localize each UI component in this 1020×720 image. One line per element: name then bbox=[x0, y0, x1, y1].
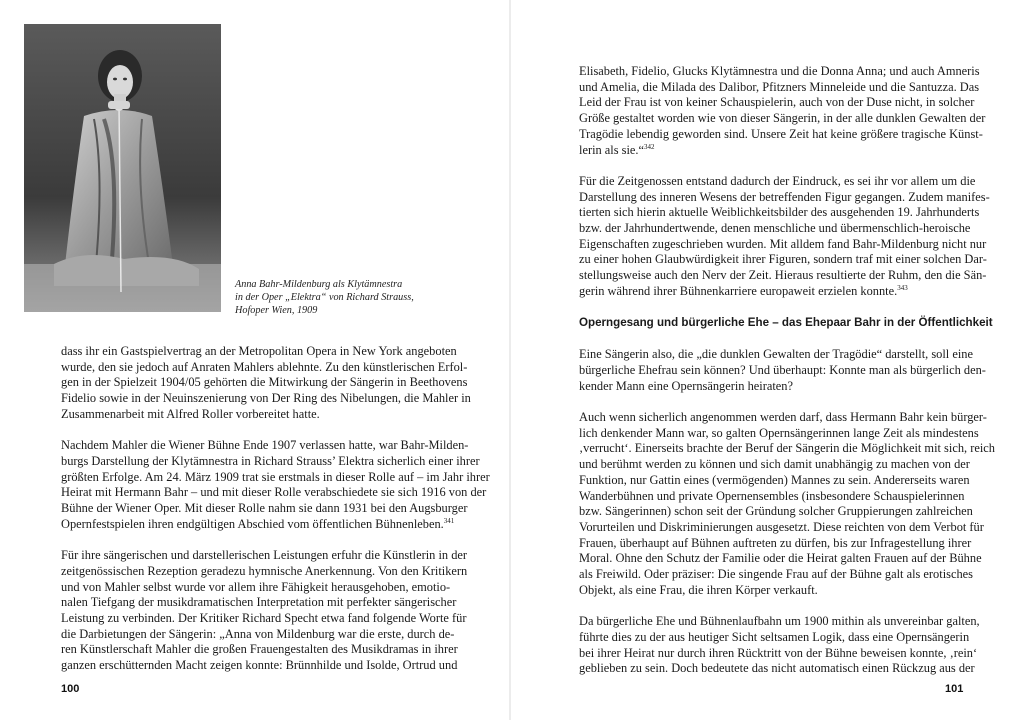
text-line-with-footnote bbox=[579, 284, 961, 300]
text-line: Moral. Ohne den Schutz der Familie oder die Heirat galten Frauen auf der Bühne bbox=[579, 551, 982, 566]
text-line: Wanderbühnen und private Opernensembles (insbesondere Schauspielerinnen bbox=[579, 488, 965, 503]
text-line-with-footnote bbox=[61, 516, 455, 533]
text-line: Funktion, nur Gattin eines (vermögenden) Mannes zu sein. Andererseits waren bbox=[579, 472, 970, 487]
text-line: stellungsweise auch den Nerv der Zeit. Hieraus resultierte der Ruhm, den die Sän- bbox=[579, 268, 987, 283]
text-line: Frauen, überhaupt auf Bühnen auftreten zu dürfen, bis zur Infragestellung ihrer bbox=[579, 535, 972, 550]
text-line: und von Mahler selbst wurde vor allem ihre Fähigkeit herausgehoben, emotio- bbox=[61, 579, 451, 594]
caption-line: Anna Bahr-Mildenburg als Klytämnestra bbox=[235, 279, 403, 290]
text-line: nalen Tiefgang der musikdramatischen Interpretation mit perfekter sängerischer bbox=[61, 595, 457, 610]
paragraph bbox=[579, 614, 980, 677]
text-line: Elisabeth, Fidelio, Glucks Klytämnestra und die Donna Anna; und auch Amneris bbox=[579, 64, 980, 78]
text-line: gerin während ihrer Bühnenkarriere europaweit erzielen konnte. bbox=[579, 283, 898, 298]
footnote-ref[interactable]: 342 bbox=[644, 142, 655, 151]
text-line: führte dies zu der aus heutiger Sicht seltsamen Logik, dass eine Opernsängerin bbox=[579, 629, 970, 644]
text-line: bzw. Sängerinnen) schon seit der Gründung solcher Gruppierungen zahlreichen bbox=[579, 504, 973, 519]
text-line: kender Mann eine Opernsängerin heiraten? bbox=[579, 378, 793, 393]
text-line: ganzen erschütternden Macht zeigen konnte: Brünnhilde und Isolde, Ortrud und bbox=[61, 658, 458, 673]
text-line: bei ihrer Heirat nur durch ihren Rücktritt von der Bühne beweisen konnte, ‚rein‘ bbox=[579, 645, 978, 660]
text-line: Opernfestspielen ihren endgültigen Abschied vom öffentlichen Bühnenleben. bbox=[61, 516, 444, 531]
text-line: Fidelio sowie in der Neuinszenierung von Der Ring des Nibelungen, die Mahler in bbox=[61, 391, 471, 406]
photo-illustration bbox=[24, 24, 221, 312]
text-line: geblieben zu sein. Doch bedeutete das nicht automatisch einen Rückzug aus der bbox=[579, 661, 975, 676]
text-line: Leistung zu verbinden. Der Kritiker Richard Specht etwa fand folgende Worte für bbox=[61, 610, 467, 625]
text-line: bzw. der Jahrhundertwende, denen menschliche und übermenschlich-heroische bbox=[579, 221, 971, 236]
paragraph bbox=[61, 548, 468, 674]
text-line: Leid der Frau ist von keiner Schauspielerin, auch von der Duse nicht, in solcher bbox=[579, 95, 975, 110]
text-line: bürgerliche Ehefrau sein können? Und überhaupt: Konnte man als bürgerlich den- bbox=[579, 362, 986, 377]
text-line: zu einer hohen Glaubwürdigkeit ihrer Figuren, sondern traf mit einer solchen Dar- bbox=[579, 252, 987, 267]
section-heading: Operngesang und bürgerliche Ehe – das Ehepaar Bahr in der Öffentlichkeit bbox=[579, 316, 993, 330]
text-line: Zusammenarbeit mit Alfred Roller vorbereitet hatte. bbox=[61, 406, 320, 421]
text-line: Auch wenn sicherlich angenommen werden darf, dass Hermann Bahr kein bürger- bbox=[579, 410, 987, 425]
text-line: und Amelia, die Milada des Dalibor, Pfitzners Minneleide und die Santuzza. Das bbox=[579, 79, 980, 94]
text-line: größten Erfolge. Am 24. März 1909 trat sie erstmals in dieser Rolle auf – im Jahr ihrer bbox=[61, 469, 490, 484]
text-line: dass ihr ein Gastspielvertrag an der Metropolitan Opera in New York angeboten bbox=[61, 344, 457, 358]
text-line: ‚verrucht‘. Einerseits brachte der Beruf der Sängerin die Möglichkeit mit sich, reich bbox=[579, 441, 995, 456]
right-text-column bbox=[579, 64, 995, 695]
paragraph bbox=[579, 410, 995, 598]
page-number-right: 101 bbox=[945, 683, 964, 695]
text-line: Vorurteilen und Diskriminierungen ausgesetzt. Diese reichten von dem Verbot für bbox=[579, 519, 984, 534]
caption-line: in der Oper „Elektra“ von Richard Strauss, bbox=[235, 292, 414, 304]
text-line: die Darbietungen der Sängerin: „Anna von Mildenburg war die erste, durch de- bbox=[61, 626, 455, 641]
text-line: tierten sich hierin aktuelle Weiblichkeitsbilder des ausgehenden 19. Jahrhunderts bbox=[579, 205, 980, 220]
text-line: Für die Zeitgenossen entstand dadurch der Eindruck, es sei ihr vor allem um die bbox=[579, 173, 976, 188]
text-line: Eine Sängerin also, die „die dunklen Gewalten der Tragödie“ darstellt, soll eine bbox=[579, 347, 973, 362]
text-line: und berühmt werden zu können und sich damit unabhängig zu machen von der bbox=[579, 457, 970, 472]
text-line: zeitgenössischen Rezeption geradezu hymnische Anerkennung. Von den Kritikern bbox=[61, 563, 468, 578]
page-number-left: 100 bbox=[61, 683, 80, 695]
text-line: lerin als sie.“ bbox=[579, 142, 645, 157]
text-line: gen in der Spielzeit 1904/05 gehörten die Mitwirkung der Sängerin in Beethovens bbox=[61, 375, 468, 390]
paragraph bbox=[579, 347, 986, 394]
photo-caption bbox=[235, 278, 455, 318]
text-line: Größe gestaltet worden wie von dieser Sängerin, in der alle dunklen Gewalten der bbox=[579, 111, 986, 126]
paragraph bbox=[61, 344, 471, 423]
text-line: als Freiwild. Oder präziser: Die singende Frau auf der Bühne galt als erotisches bbox=[579, 567, 973, 582]
text-line: wurde, den sie jedoch auf Anraten Mahlers ablehnte. Zu den künstlerischen Erfol- bbox=[61, 359, 468, 374]
text-line: Objekt, als eine Frau, die ihren Körper verkauft. bbox=[579, 582, 818, 597]
historical-photo-klytaemnestra bbox=[24, 24, 221, 312]
paragraph bbox=[579, 173, 990, 300]
text-line: Eigenschaften zugeschrieben wurden. Mit alldem fand Bahr-Mildenburg nicht nur bbox=[579, 236, 987, 251]
text-line: Darstellung des inneren Wesens der betreffenden Figur gegangen. Zudem manifes- bbox=[579, 189, 990, 204]
text-line: Bühne der Wiener Oper. Mit dieser Rolle nahm sie dann 1931 bei den Augsburger bbox=[61, 501, 468, 516]
text-line: ren Künstlerschaft Mahler die großen Frauengestalten des Musikdramas in ihrer bbox=[61, 642, 458, 657]
text-line: burgs Darstellung der Klytämnestra in Richard Strauss’ Elektra sicherlich einer ihrer bbox=[61, 453, 480, 468]
text-line: Nachdem Mahler die Wiener Bühne Ende 1907 verlassen hatte, war Bahr-Milden- bbox=[61, 438, 469, 453]
text-line: lich denkender Mann war, so galten Opernsängerinnen lange Zeit als mindestens bbox=[579, 425, 979, 440]
text-line: Da bürgerliche Ehe und Bühnenlaufbahn um 1900 mithin als unvereinbar galten, bbox=[579, 614, 980, 629]
caption-line: Hofoper Wien, 1909 bbox=[235, 305, 318, 317]
text-line: Für ihre sängerischen und darstellerischen Leistungen erfuhr die Künstlerin in der bbox=[61, 548, 468, 563]
book-gutter bbox=[509, 0, 511, 720]
text-line: Tragödie lebendig geworden sind. Unsere Zeit hat keine größere tragische Künst- bbox=[579, 126, 983, 141]
text-line: Heirat mit Hermann Bahr – und mit dieser Rolle verabschiedete sie sich 1916 von der bbox=[61, 485, 487, 500]
left-text-column bbox=[61, 344, 490, 689]
paragraph bbox=[61, 438, 490, 532]
text-line-with-footnote bbox=[579, 143, 961, 159]
paragraph bbox=[579, 64, 986, 158]
footnote-ref[interactable]: 341 bbox=[443, 516, 455, 525]
footnote-ref[interactable]: 343 bbox=[897, 283, 908, 292]
